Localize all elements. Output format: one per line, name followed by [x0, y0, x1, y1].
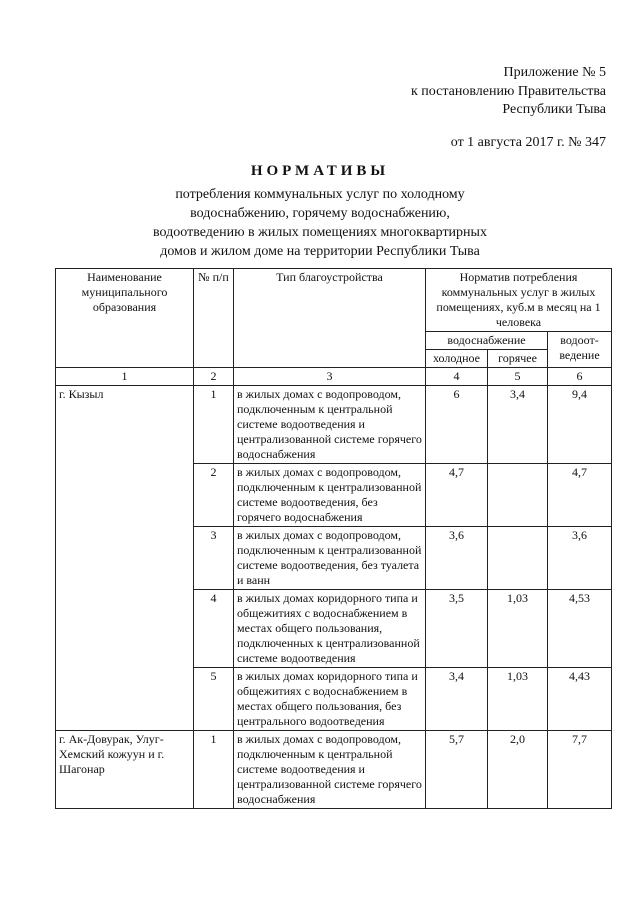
improvement-type: в жилых домах коридорного типа и общежитиях с водоснабжением в местах общего пользования, подключенных к централизованной системе водоотведения: [234, 590, 426, 668]
cold-water-value: 4,7: [426, 464, 488, 527]
hot-water-value: [488, 527, 548, 590]
row-number: 1: [194, 386, 234, 464]
drainage-value: 7,7: [548, 731, 612, 809]
header-norm: Норматив потребления коммунальных услуг в жилых помещениях, куб.м в месяц на 1 человека: [426, 269, 612, 332]
appendix-header: [380, 64, 606, 152]
decree-reference: к постановлению Правительства: [410, 83, 606, 99]
header-cold: холодное: [426, 350, 488, 368]
column-number-row: [56, 368, 612, 386]
hot-water-value: [488, 464, 548, 527]
drainage-value: 3,6: [548, 527, 612, 590]
drainage-value: 4,7: [548, 464, 612, 527]
col-number: 6: [548, 368, 612, 386]
row-number: 4: [194, 590, 234, 668]
col-number: 2: [194, 368, 234, 386]
hot-water-value: 2,0: [488, 731, 548, 809]
row-number: 2: [194, 464, 234, 527]
improvement-type: в жилых домах с водопроводом, подключенным к центральной системе водоотведения и централизованной системе горячего водоснабжения: [234, 731, 426, 809]
header-hot: горячее: [488, 350, 548, 368]
norms-table: [55, 268, 612, 809]
municipality-cell: г. Кызыл: [56, 386, 194, 731]
row-number: 3: [194, 527, 234, 590]
col-number: 5: [488, 368, 548, 386]
header-number: № п/п: [194, 269, 234, 368]
col-number: 4: [426, 368, 488, 386]
table-row: [56, 731, 612, 809]
cold-water-value: 6: [426, 386, 488, 464]
header-water-supply: водоснабжение: [426, 332, 548, 350]
improvement-type: в жилых домах коридорного типа и общежитиях с водоснабжением в местах общего пользования, без центрального водоотведения: [234, 668, 426, 731]
header-drainage: водоот-ведение: [548, 332, 612, 368]
document-subtitle: [100, 185, 540, 261]
cold-water-value: 3,5: [426, 590, 488, 668]
row-number: 5: [194, 668, 234, 731]
document-title: НОРМАТИВЫ: [250, 163, 390, 179]
col-number: 3: [234, 368, 426, 386]
improvement-type: в жилых домах с водопроводом, подключенным к централизованной системе водоотведения, без туалета и ванн: [234, 527, 426, 590]
table-row: [56, 386, 612, 464]
municipality-cell: г. Ак-Довурак, Улуг-Хемский кожуун и г. Шагонар: [56, 731, 194, 809]
decree-date: от 1 августа 2017 г. № 347: [450, 134, 606, 150]
hot-water-value: 1,03: [488, 668, 548, 731]
drainage-value: 4,53: [548, 590, 612, 668]
subtitle-line: водоснабжению, горячему водоснабжению,: [190, 206, 450, 221]
subtitle-line: домов и жилом доме на территории Республики Тыва: [160, 244, 480, 259]
hot-water-value: 3,4: [488, 386, 548, 464]
improvement-type: в жилых домах с водопроводом, подключенным к централизованной системе водоотведения, без горячего водоснабжения: [234, 464, 426, 527]
hot-water-value: 1,03: [488, 590, 548, 668]
col-number: 1: [56, 368, 194, 386]
row-number: 1: [194, 731, 234, 809]
subtitle-line: водоотведению в жилых помещениях многоквартирных: [153, 225, 487, 240]
drainage-value: 4,43: [548, 668, 612, 731]
improvement-type: в жилых домах с водопроводом, подключенным к центральной системе водоотведения и централизованной системе горячего водоснабжения: [234, 386, 426, 464]
cold-water-value: 3,6: [426, 527, 488, 590]
cold-water-value: 5,7: [426, 731, 488, 809]
header-municipality: Наименование муниципального образования: [56, 269, 194, 368]
subtitle-line: потребления коммунальных услуг по холодному: [175, 187, 465, 202]
appendix-number: Приложение № 5: [503, 65, 606, 80]
drainage-value: 9,4: [548, 386, 612, 464]
header-type: Тип благоустройства: [234, 269, 426, 368]
cold-water-value: 3,4: [426, 668, 488, 731]
decree-issuer: Республики Тыва: [502, 102, 606, 117]
